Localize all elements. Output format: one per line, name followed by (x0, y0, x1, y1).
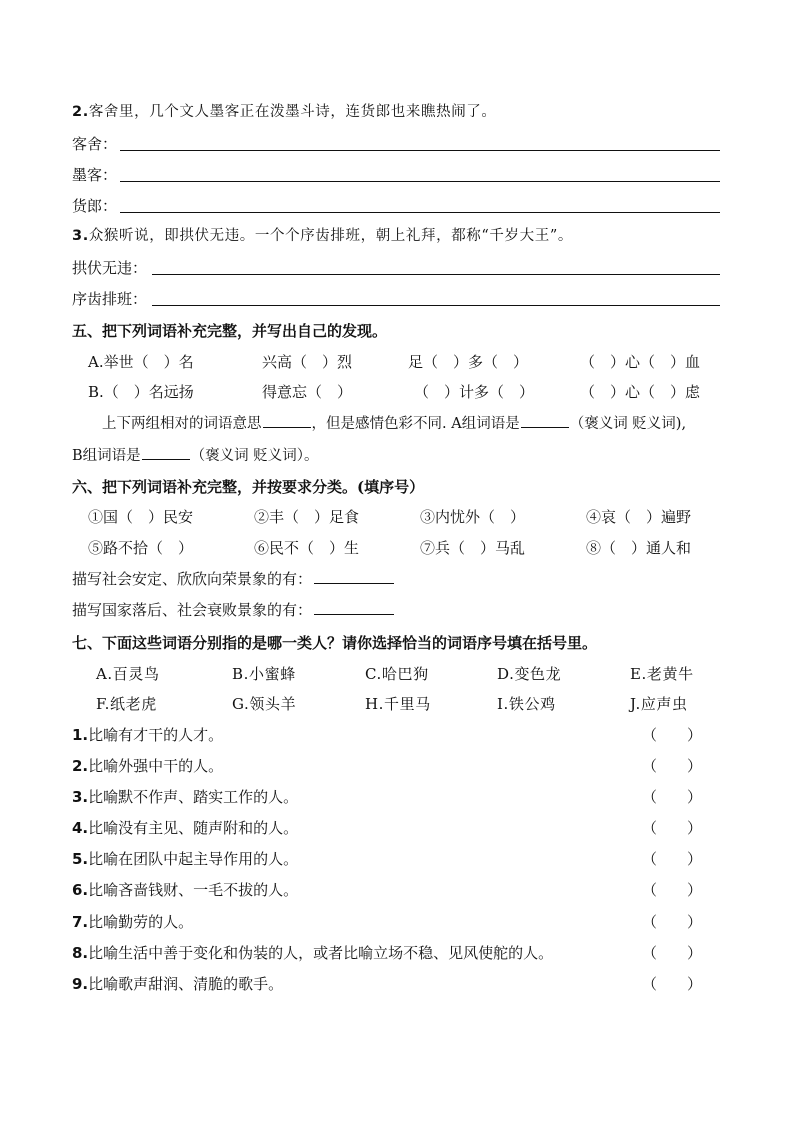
item-number: 4. (72, 819, 89, 837)
section6-title: 六、把下列词语补充完整，并按要求分类。(填序号） (72, 478, 425, 496)
sec7-item-8 (72, 943, 553, 963)
answer-paren-4[interactable]: （ ） (642, 819, 703, 837)
item-text: 比喻外强中干的人。 (88, 757, 224, 775)
sec6-item-7: ⑦兵（ ）马乱 (420, 539, 526, 557)
sec6-item-1: ①国（ ）民安 (88, 508, 194, 526)
blank-prosperous[interactable] (314, 569, 394, 584)
item-number: 6. (72, 881, 89, 899)
item-text: 比喻没有主见、随声附和的人。 (88, 819, 299, 837)
sec6-item-6: ⑥民不（ ）生 (254, 539, 360, 557)
sec7-item-6 (72, 880, 298, 900)
blank-decline[interactable] (314, 600, 394, 615)
sec5-rowB-3: （ ）计多（ ） (414, 383, 535, 401)
sec5-p1a: 上下两组相对的词语意思 (102, 416, 262, 432)
q2-text: 客舍里，几个文人墨客正在泼墨斗诗，连货郎也来瞧热闹了。 (88, 104, 497, 120)
sec5-rowA-4: （ ）心（ ）血 (580, 353, 701, 371)
section7-title: 七、下面这些词语分别指的是哪一类人？请你选择恰当的词语序号填在括号里。 (72, 634, 598, 652)
sec7-item-1 (72, 725, 223, 745)
blank-meaning[interactable] (263, 413, 311, 428)
sec5-rowB-2: 得意忘（ ） (262, 383, 353, 401)
sec6-q1-text: 描写社会安定、欣欣向荣景象的有： (72, 570, 313, 588)
option-G: G.领头羊 (232, 695, 297, 713)
sec5-p2a: B组词语是 (72, 448, 141, 464)
sec5-discovery-line1 (102, 413, 686, 434)
section5-title: 五、把下列词语补充完整，并写出自己的发现。 (72, 322, 388, 340)
item-text: 比喻吝啬钱财、一毛不拔的人。 (88, 881, 299, 899)
answer-paren-2[interactable]: （ ） (642, 757, 703, 775)
option-I: I.铁公鸡 (497, 695, 556, 713)
option-F: F.纸老虎 (96, 695, 157, 713)
q3-sentence (72, 226, 573, 246)
item-number: 8. (72, 944, 89, 962)
sec5-rowA-1: A.举世（ ）名 (88, 353, 194, 371)
word-label-gongfu: 拱伏无违： (72, 259, 148, 277)
sec5-discovery-line2 (72, 445, 319, 466)
sec6-q2-text: 描写国家落后、社会衰败景象的有： (72, 601, 313, 619)
item-number: 5. (72, 850, 89, 868)
sec6-item-5: ⑤路不拾（ ） (88, 539, 194, 557)
option-B: B.小蜜蜂 (232, 665, 296, 683)
answer-paren-7[interactable]: （ ） (642, 913, 703, 931)
answer-line-xuchi[interactable] (152, 305, 720, 306)
sec5-p2b: （褒义词 贬义词）。 (190, 448, 319, 464)
sec7-item-5 (72, 849, 298, 869)
sec6-item-8: ⑧（ ）通人和 (586, 539, 692, 557)
sec7-item-2 (72, 756, 223, 776)
sec5-p1c: （褒义词 贬义词), (569, 416, 687, 432)
item-number: 7. (72, 913, 89, 931)
word-label-moke: 墨客： (72, 166, 118, 184)
option-A: A.百灵鸟 (96, 665, 160, 683)
answer-paren-5[interactable]: （ ） (642, 850, 703, 868)
sec7-item-3 (72, 787, 298, 807)
sec6-item-3: ③内忧外（ ） (420, 508, 526, 526)
word-label-huolang: 货郎： (72, 197, 118, 215)
sec7-item-4 (72, 818, 298, 838)
q2-sentence (72, 102, 497, 122)
answer-paren-9[interactable]: （ ） (642, 975, 703, 993)
q2-number: 2. (72, 104, 89, 120)
option-D: D.变色龙 (497, 665, 562, 683)
sec6-item-2: ②丰（ ）足食 (254, 508, 360, 526)
sec6-question-prosperous (72, 569, 394, 589)
word-label-xuchi: 序齿排班： (72, 290, 148, 308)
item-text: 比喻有才干的人才。 (88, 726, 224, 744)
answer-paren-3[interactable]: （ ） (642, 788, 703, 806)
item-number: 2. (72, 757, 89, 775)
item-number: 9. (72, 975, 89, 993)
q3-text: 众猴听说，即拱伏无违。一个个序齿排班，朝上礼拜，都称“千岁大王”。 (88, 228, 573, 244)
sec5-rowA-3: 足（ ）多（ ） (408, 353, 529, 371)
sec6-question-decline (72, 600, 394, 620)
sec5-rowA-2: 兴高（ ）烈 (262, 353, 353, 371)
sec5-rowB-1: B.（ ）名远扬 (88, 383, 194, 401)
item-text: 比喻生活中善于变化和伪装的人，或者比喻立场不稳、见风使舵的人。 (88, 944, 554, 962)
blank-groupA[interactable] (521, 413, 569, 428)
item-text: 比喻歌声甜润、清脆的歌手。 (88, 975, 284, 993)
answer-paren-8[interactable]: （ ） (642, 944, 703, 962)
word-label-keshe: 客舍： (72, 135, 118, 153)
answer-line-huolang[interactable] (120, 212, 720, 213)
answer-paren-1[interactable]: （ ） (642, 726, 703, 744)
sec7-item-7 (72, 912, 193, 932)
option-J: J.应声虫 (630, 695, 688, 713)
sec6-item-4: ④哀（ ）遍野 (586, 508, 692, 526)
answer-line-gongfu[interactable] (152, 274, 720, 275)
option-E: E.老黄牛 (630, 665, 694, 683)
item-text: 比喻默不作声、踏实工作的人。 (88, 788, 299, 806)
blank-groupB[interactable] (142, 445, 190, 460)
sec7-item-9 (72, 974, 283, 994)
sec5-p1b: ，但是感情色彩不同. A组词语是 (311, 416, 520, 432)
answer-line-keshe[interactable] (120, 150, 720, 151)
q3-number: 3. (72, 228, 89, 244)
option-C: C.哈巴狗 (365, 665, 429, 683)
item-number: 1. (72, 726, 89, 744)
answer-line-moke[interactable] (120, 181, 720, 182)
option-H: H.千里马 (365, 695, 431, 713)
answer-paren-6[interactable]: （ ） (642, 881, 703, 899)
item-number: 3. (72, 788, 89, 806)
sec5-rowB-4: （ ）心（ ）虑 (580, 383, 701, 401)
item-text: 比喻勤劳的人。 (88, 913, 194, 931)
item-text: 比喻在团队中起主导作用的人。 (88, 850, 299, 868)
